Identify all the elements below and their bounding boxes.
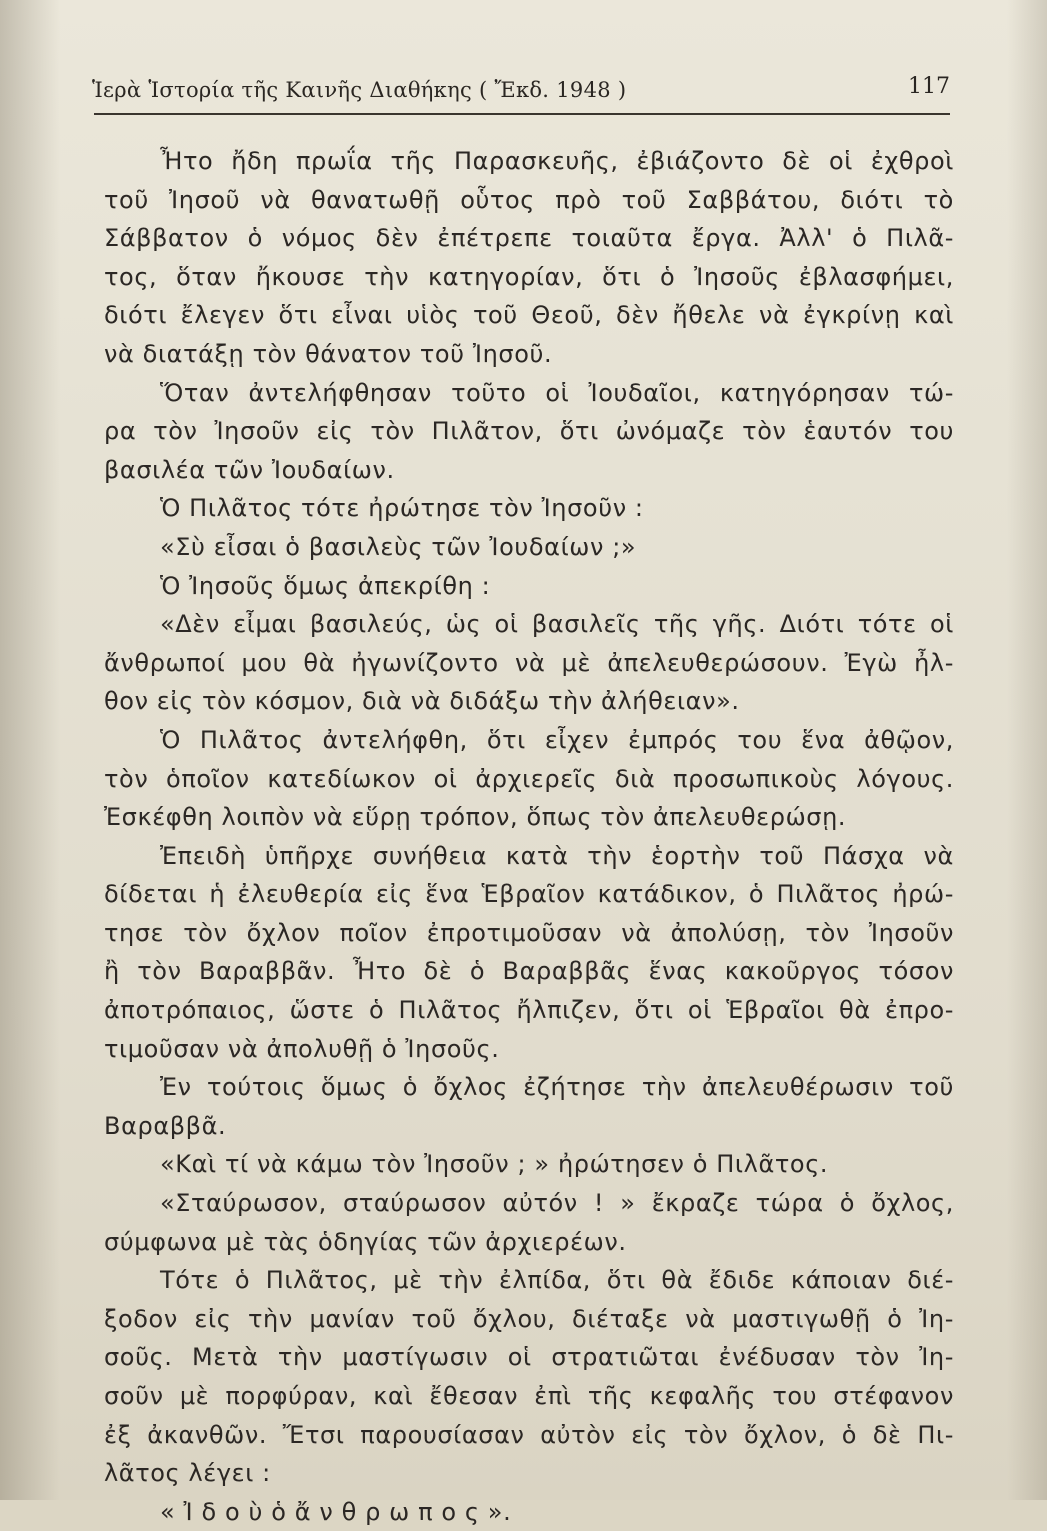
text-line: « Ἰ δ ο ὺ ὁ ἄ ν θ ρ ω π ο ς ». [160, 1497, 512, 1526]
text-line: τος, ὅταν ἤκουσε τὴν κατηγορίαν, ὅτι ὁ Ἰησοῦς ἐβλασφήμει, [104, 262, 954, 291]
text-line: νὰ διατάξῃ τὸν θάνατον τοῦ Ἰησοῦ. [104, 339, 553, 368]
text-line: «Σὺ εἶσαι ὁ βασιλεὺς τῶν Ἰουδαίων ;» [160, 532, 637, 561]
header-title: Ἱερὰ Ἱστορία τῆς Καινῆς Διαθήκης ( Ἔκδ. 1948 ) [92, 78, 627, 102]
text-line: «Σταύρωσον, σταύρωσον αὐτόν ! » ἔκραζε τώρα ὁ ὄχλος, [160, 1189, 954, 1218]
text-line: Ἐπειδὴ ὑπῆρχε συνήθεια κατὰ τὴν ἑορτὴν τοῦ Πάσχα νὰ [160, 841, 954, 870]
text-line: Σάββατον ὁ νόμος δὲν ἐπέτρεπε τοιαῦτα ἔργα. Ἀλλ' ὁ Πιλᾶ- [104, 224, 955, 253]
text-line: βασιλέα τῶν Ἰουδαίων. [104, 455, 395, 484]
header-rule [94, 113, 950, 115]
text-line: Ἦτο ἤδη πρωΐα τῆς Παρασκευῆς, ἐβιάζοντο δὲ οἱ ἐχθροὶ [160, 147, 954, 175]
text-line: ἢ τὸν Βαραββᾶν. Ἦτο δὲ ὁ Βαραββᾶς ἕνας κακοῦργος τόσον [104, 957, 954, 986]
text-line: ἐξ ἀκανθῶν. Ἔτσι παρουσίασαν αὐτὸν εἰς τὸν ὄχλον, ὁ δὲ Πι- [104, 1420, 954, 1449]
page-number: 117 [908, 74, 950, 99]
text-line: τοῦ Ἰησοῦ νὰ θανατωθῇ οὗτος πρὸ τοῦ Σαββάτου, διότι τὸ [104, 185, 954, 214]
text-line: σύμφωνα μὲ τὰς ὁδηγίας τῶν ἀρχιερέων. [104, 1227, 627, 1256]
text-line: τιμοῦσαν νὰ ἀπολυθῇ ὁ Ἰησοῦς. [104, 1034, 500, 1063]
text-line: Βαραββᾶ. [104, 1111, 227, 1140]
running-header [92, 70, 952, 110]
text-line: σοῦν μὲ πορφύραν, καὶ ἔθεσαν ἐπὶ τῆς κεφαλῆς του στέφανον [104, 1382, 954, 1410]
text-line: τὸν ὁποῖον κατεδίωκον οἱ ἀρχιερεῖς διὰ προσωπικοὺς λόγους. [104, 764, 954, 793]
text-line: τησε τὸν ὄχλον ποῖον ἐπροτιμοῦσαν νὰ ἀπολύσῃ, τὸν Ἰησοῦν [104, 918, 954, 947]
text-line: ξοδον εἰς τὴν μανίαν τοῦ ὄχλου, διέταξε νὰ μαστιγωθῇ ὁ Ἰη- [104, 1304, 954, 1333]
text-line: λᾶτος λέγει : [104, 1459, 271, 1488]
text-line: ρα τὸν Ἰησοῦν εἰς τὸν Πιλᾶτον, ὅτι ὠνόμαζε τὸν ἑαυτόν του [104, 417, 955, 446]
text-line: Ὁ Πιλᾶτος τότε ἠρώτησε τὸν Ἰησοῦν : [160, 494, 644, 523]
text-line: Τότε ὁ Πιλᾶτος, μὲ τὴν ἐλπίδα, ὅτι θὰ ἔδιδε κάποιαν διέ- [160, 1266, 955, 1295]
text-line: Ἐν τούτοις ὅμως ὁ ὄχλος ἐζήτησε τὴν ἀπελευθέρωσιν τοῦ [160, 1073, 954, 1102]
text-line: διότι ἔλεγεν ὅτι εἶναι υἱὸς τοῦ Θεοῦ, δὲν ἤθελε νὰ ἐγκρίνῃ καὶ [104, 301, 955, 330]
text-line: θον εἰς τὸν κόσμον, διὰ νὰ διδάξω τὴν ἀλήθειαν». [104, 687, 740, 716]
text-line: ἀποτρόπαιος, ὥστε ὁ Πιλᾶτος ἤλπιζεν, ὅτι οἱ Ἑβραῖοι θὰ ἐπρο- [104, 996, 955, 1025]
text-line: ἄνθρωποί μου θὰ ἠγωνίζοντο νὰ μὲ ἀπελευθερώσουν. Ἐγὼ ἦλ- [104, 648, 954, 677]
text-line: «Καὶ τί νὰ κάμω τὸν Ἰησοῦν ; » ἠρώτησεν ὁ Πιλᾶτος. [160, 1150, 829, 1179]
text-line: Ὁ Πιλᾶτος ἀντελήφθη, ὅτι εἶχεν ἐμπρός του ἕνα ἀθῷον, [160, 725, 954, 754]
body-text [104, 142, 964, 1531]
text-line: Ἐσκέφθη λοιπὸν νὰ εὕρῃ τρόπον, ὅπως τὸν ἀπελευθερώσῃ. [104, 803, 847, 832]
text-line: δίδεται ἡ ἐλευθερία εἰς ἕνα Ἑβραῖον κατάδικον, ὁ Πιλᾶτος ἠρώ- [104, 880, 954, 909]
text-line: Ὁ Ἰησοῦς ὅμως ἀπεκρίθη : [160, 571, 491, 600]
text-line: «Δὲν εἶμαι βασιλεύς, ὡς οἱ βασιλεῖς τῆς γῆς. Διότι τότε οἱ [160, 610, 954, 639]
text-line: σοῦς. Μετὰ τὴν μαστίγωσιν οἱ στρατιῶται ἐνέδυσαν τὸν Ἰη- [104, 1343, 954, 1372]
text-line: Ὅταν ἀντελήφθησαν τοῦτο οἱ Ἰουδαῖοι, κατηγόρησαν τώ- [160, 378, 954, 407]
